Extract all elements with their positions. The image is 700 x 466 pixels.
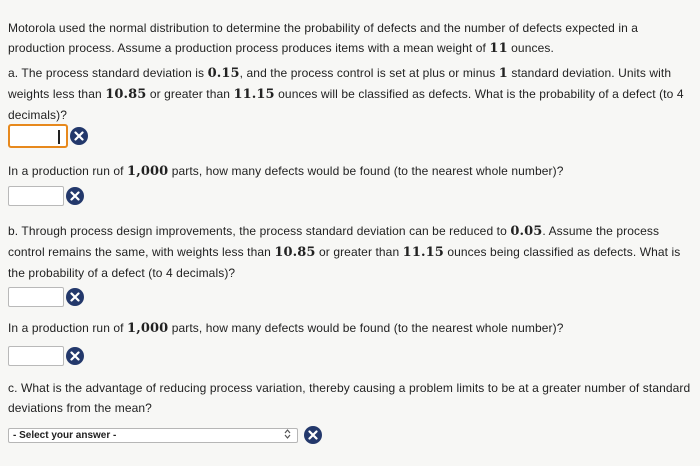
mean-weight-value: 11 [489,41,508,56]
part-a-text: , and the process control is set at plus or minus [239,66,499,80]
part-a-text: or greater than [146,87,234,101]
part-a-run-text: parts, how many defects would be found (to the nearest whole number)? [168,164,564,178]
close-circle-icon[interactable] [66,347,84,365]
text-caret [58,130,60,144]
part-a-num-sd: 1 [498,66,508,81]
close-circle-icon[interactable] [70,127,88,145]
part-c-select-row [8,423,322,447]
part-b-defects-input[interactable] [8,346,64,366]
part-b-text: ounces being classified as defects. What is the probability of a defect (to 4 decimals)? [8,245,681,280]
part-a-probability-input[interactable] [8,124,68,148]
part-a-std-dev: 0.15 [207,66,240,81]
part-a-lower-limit: 10.85 [105,87,147,102]
part-b-run-text: In a production run of [8,321,128,335]
part-b-lower-limit: 10.85 [274,245,316,260]
part-c-paragraph [8,378,692,418]
intro-paragraph [8,18,692,59]
part-b-text: . Assume the process control remains the same, with weights less than [8,224,660,259]
part-a-run-text: In a production run of [8,164,128,178]
part-a-paragraph [8,63,692,125]
close-circle-icon[interactable] [66,187,84,205]
updown-arrows-icon [284,429,291,441]
part-b-probability-input[interactable] [8,287,64,307]
part-b-defects-row [8,344,84,368]
part-b-text: b. Through process design improvements, the process standard deviation can be reduced to [8,224,511,238]
part-b-std-dev: 0.05 [510,224,543,239]
part-a-text: ounces will be classified as defects. What is the probability of a defect (to 4 decimals)? [8,87,684,122]
part-b-text: or greater than [315,245,403,259]
part-a-upper-limit: 11.15 [233,87,275,102]
part-a-defects-row [8,184,84,208]
part-a-defects-input[interactable] [8,186,64,206]
part-a-text: standard deviation. Units with weights less than [8,66,672,101]
advantage-select[interactable] [8,428,298,443]
part-b-probability-row [8,285,84,309]
part-b-paragraph [8,221,692,283]
intro-text: Motorola used the normal distribution to determine the probability of defects and the number of defects expected in a production process. Assume a production process produces items with a mean weight of [8,21,639,55]
part-a-text: a. The process standard deviation is [8,66,208,80]
part-b-upper-limit: 11.15 [402,245,444,260]
intro-text-end: ounces. [507,41,554,55]
part-a-probability-row [8,124,88,148]
part-a-run-parts: 1,000 [127,164,169,179]
part-c-text: c. What is the advantage of reducing process variation, thereby causing a problem limits to be at a greater number of standard deviations from the mean? [8,381,691,415]
close-circle-icon[interactable] [66,288,84,306]
part-b-run-parts: 1,000 [127,321,169,336]
part-b-run-text: parts, how many defects would be found (to the nearest whole number)? [168,321,564,335]
part-a-run-paragraph [8,161,692,182]
select-placeholder: - Select your answer - [13,429,117,441]
close-circle-icon[interactable] [304,426,322,444]
part-b-run-paragraph [8,318,692,339]
